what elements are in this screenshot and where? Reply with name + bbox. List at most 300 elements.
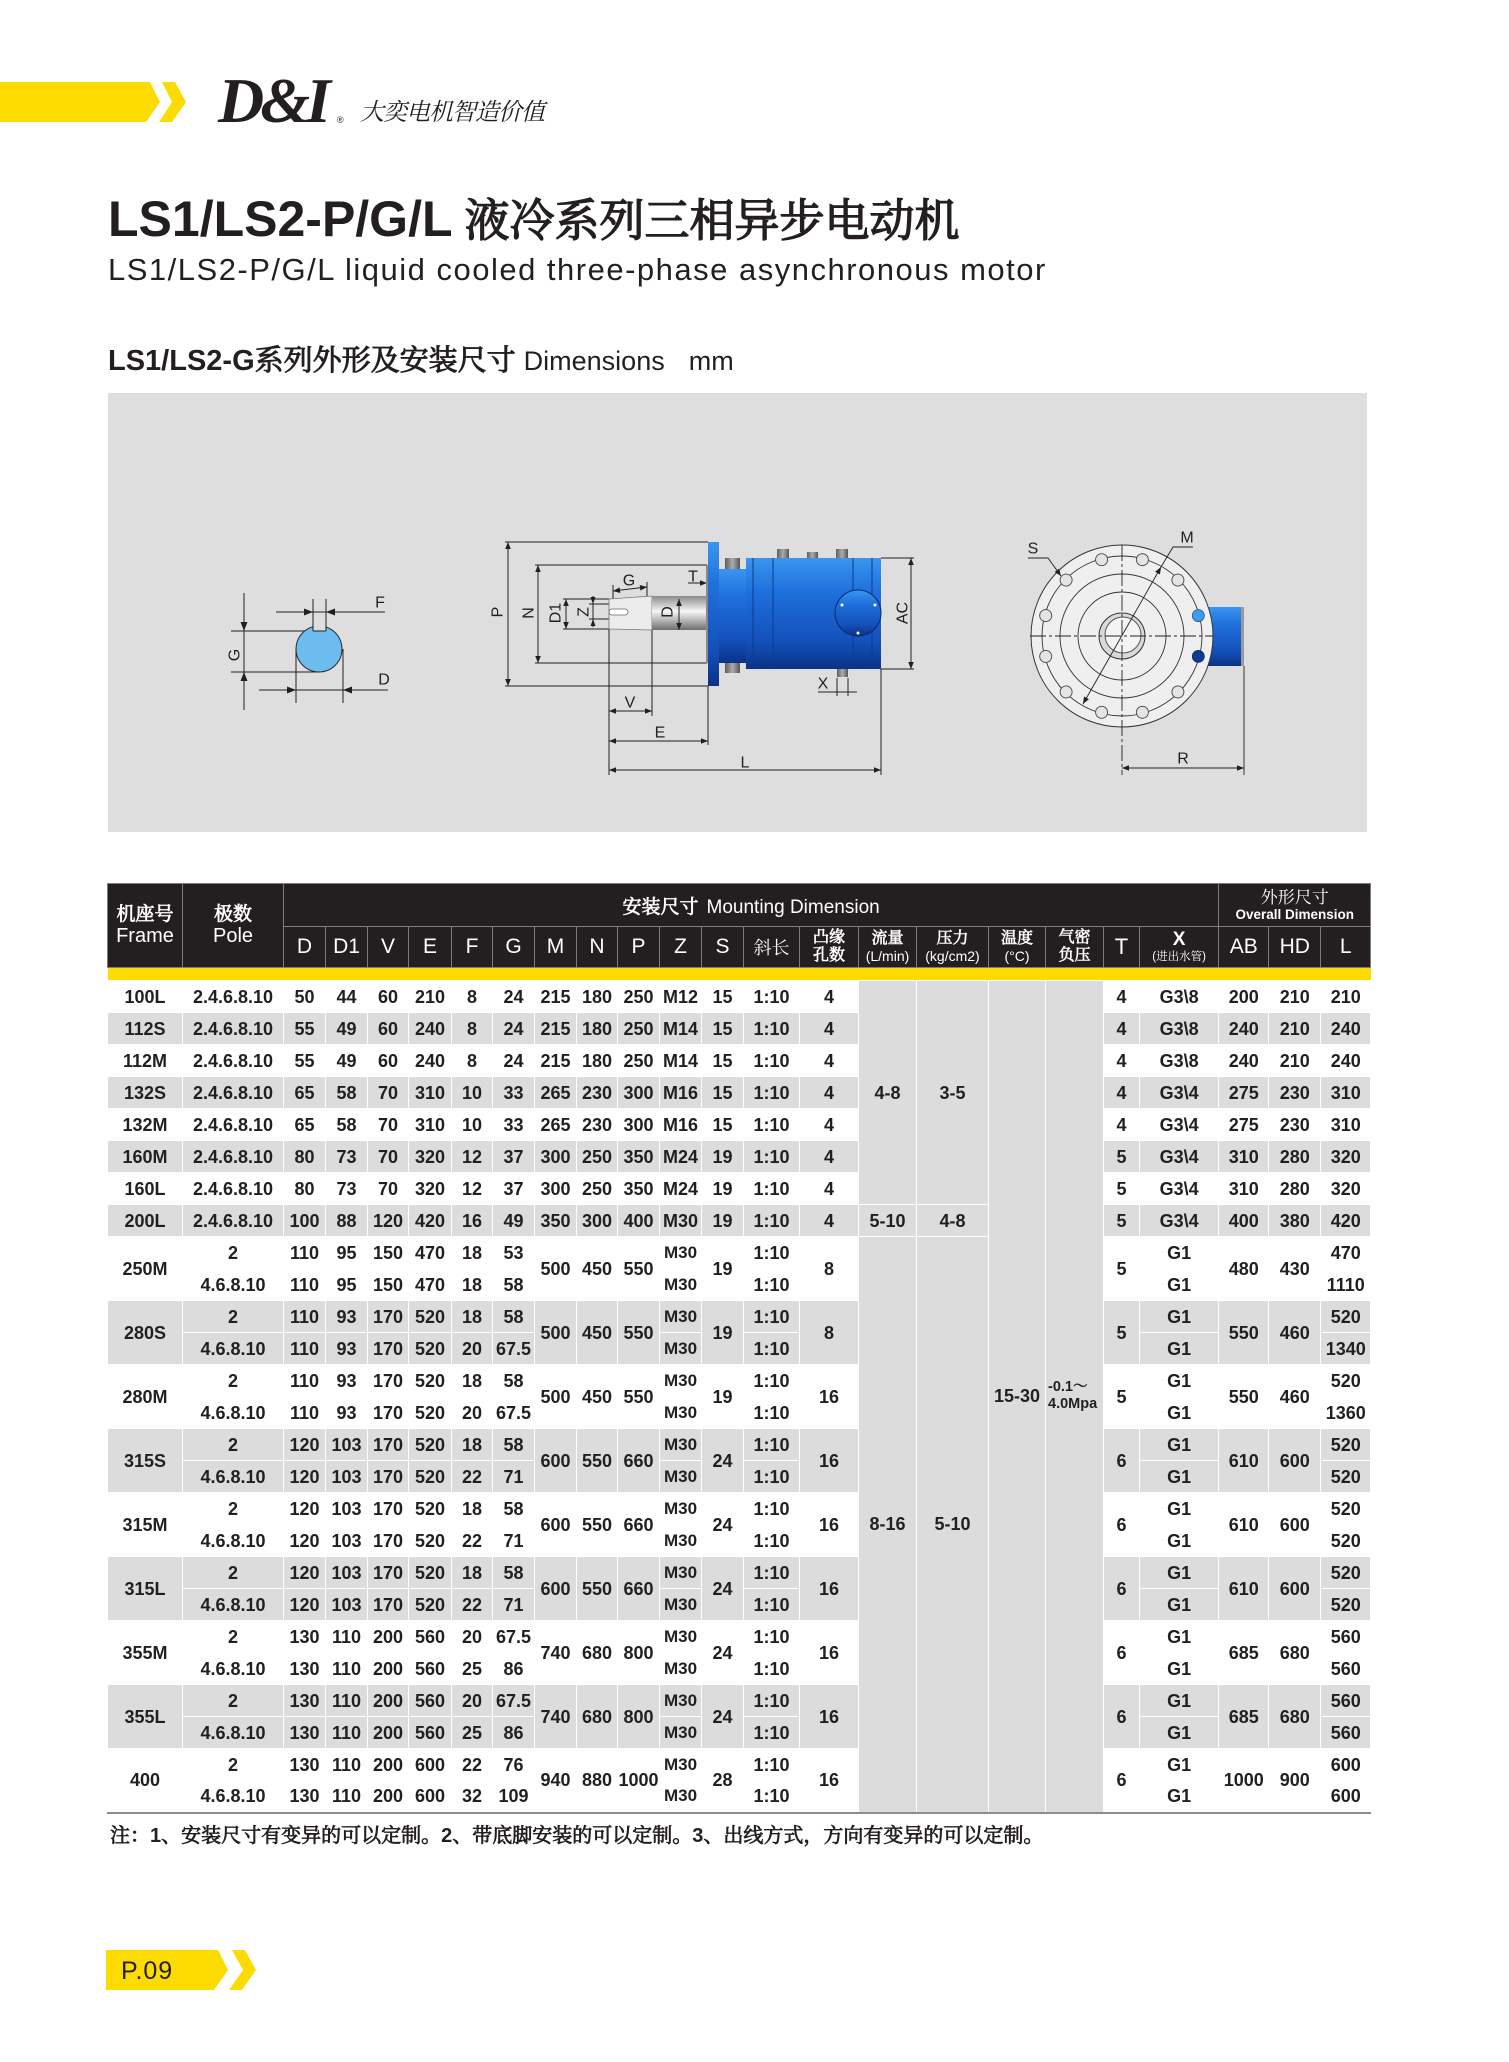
side-label-e: E <box>654 724 666 742</box>
cell-ab: 275 <box>1219 1077 1269 1109</box>
cell-e: 520 <box>409 1461 452 1493</box>
cell-m: 350 <box>535 1205 577 1237</box>
cell-s: 19 <box>702 1205 744 1237</box>
cell-x: G1 <box>1140 1493 1219 1525</box>
cell-z: M30 <box>660 1333 702 1365</box>
cell-p: 250 <box>618 1013 660 1045</box>
bolt-icon <box>725 558 740 569</box>
cell-d1: 49 <box>326 1045 368 1077</box>
cell-frame: 315M <box>108 1493 183 1557</box>
section-title-cn: LS1/LS2-G系列外形及安装尺寸 <box>108 345 516 377</box>
cell-z: M30 <box>660 1653 702 1685</box>
cell-hd: 600 <box>1269 1557 1321 1621</box>
cell-v: 170 <box>368 1333 409 1365</box>
cell-v: 70 <box>368 1173 409 1205</box>
cell-taper: 1:10 <box>744 1461 800 1493</box>
cell-hd: 210 <box>1269 1013 1321 1045</box>
cell-holes: 16 <box>800 1557 859 1621</box>
side-label-l: L <box>740 754 750 772</box>
cell-m: 600 <box>535 1557 577 1621</box>
cell-t: 6 <box>1104 1621 1140 1685</box>
cell-d1: 95 <box>326 1237 368 1269</box>
cell-v: 170 <box>368 1429 409 1461</box>
cell-taper: 1:10 <box>744 1557 800 1589</box>
cell-p: 350 <box>618 1141 660 1173</box>
cell-x: G1 <box>1140 1525 1219 1557</box>
cell-d: 80 <box>284 1173 326 1205</box>
table-row <box>108 1173 1371 1205</box>
side-label-d1: D1 <box>547 602 565 624</box>
cell-pole: 4.6.8.10 <box>183 1397 284 1429</box>
cell-g: 58 <box>493 1493 535 1525</box>
cell-v: 120 <box>368 1205 409 1237</box>
cell-z: M30 <box>660 1525 702 1557</box>
cell-v: 70 <box>368 1077 409 1109</box>
table-row <box>108 1621 1371 1653</box>
cell-pole: 2 <box>183 1237 284 1269</box>
cell-e: 520 <box>409 1589 452 1621</box>
cell-d1: 110 <box>326 1717 368 1749</box>
header-col-z: Z <box>660 927 702 968</box>
cell-t: 5 <box>1104 1301 1140 1365</box>
cell-flow: 5-10 <box>859 1205 917 1237</box>
cell-p: 550 <box>618 1237 660 1301</box>
cell-e: 520 <box>409 1429 452 1461</box>
cell-l: 320 <box>1321 1173 1371 1205</box>
cell-hd: 230 <box>1269 1109 1321 1141</box>
registered-mark: ® <box>337 115 344 125</box>
cell-d: 55 <box>284 1045 326 1077</box>
header-frame-en: Frame <box>116 925 174 947</box>
cell-d: 110 <box>284 1365 326 1397</box>
cell-e: 560 <box>409 1717 452 1749</box>
cell-m: 215 <box>535 1013 577 1045</box>
cell-v: 200 <box>368 1781 409 1813</box>
cell-z: M30 <box>660 1749 702 1781</box>
header-pole-en: Pole <box>212 925 254 947</box>
cell-z: M30 <box>660 1717 702 1749</box>
side-label-d: D <box>659 606 677 618</box>
header-col-airtight <box>1046 927 1104 968</box>
cell-ab: 685 <box>1219 1621 1269 1685</box>
cell-l: 240 <box>1321 1013 1371 1045</box>
cell-e: 310 <box>409 1077 452 1109</box>
cell-taper: 1:10 <box>744 1717 800 1749</box>
cell-d1: 58 <box>326 1109 368 1141</box>
cell-t: 4 <box>1104 1013 1140 1045</box>
keyway-notch <box>314 624 326 631</box>
cell-t: 5 <box>1104 1173 1140 1205</box>
cell-taper: 1:10 <box>744 1333 800 1365</box>
cell-ab: 200 <box>1219 981 1269 1013</box>
table-row <box>108 1365 1371 1397</box>
cell-e: 470 <box>409 1237 452 1269</box>
cell-d1: 49 <box>326 1013 368 1045</box>
cell-t: 6 <box>1104 1749 1140 1813</box>
motor-flange <box>708 542 719 686</box>
cell-pole: 2.4.6.8.10 <box>183 1045 284 1077</box>
flange-label-m: M <box>1180 529 1194 547</box>
cell-v: 60 <box>368 1013 409 1045</box>
cell-hd: 430 <box>1269 1237 1321 1301</box>
cell-taper: 1:10 <box>744 1493 800 1525</box>
flange-label-r: R <box>1177 750 1189 768</box>
flange-label-s: S <box>1027 540 1039 558</box>
page-subtitle: LS1/LS2-P/G/L liquid cooled three-phase asynchronous motor <box>108 252 1047 287</box>
cell-x: G1 <box>1140 1717 1219 1749</box>
side-label-p: P <box>489 606 507 618</box>
header-col-d1: D1 <box>326 927 368 968</box>
cell-s: 19 <box>702 1301 744 1365</box>
cell-n: 180 <box>577 981 618 1013</box>
cell-l: 520 <box>1321 1557 1371 1589</box>
cell-x: G1 <box>1140 1237 1219 1269</box>
cell-f: 25 <box>452 1653 493 1685</box>
cell-pole: 2.4.6.8.10 <box>183 1205 284 1237</box>
cell-v: 170 <box>368 1301 409 1333</box>
cell-pole: 2 <box>183 1493 284 1525</box>
cell-t: 4 <box>1104 1109 1140 1141</box>
cell-e: 240 <box>409 1045 452 1077</box>
header-pressure-unit: (kg/cm2) <box>925 947 980 964</box>
cell-pole: 2.4.6.8.10 <box>183 1141 284 1173</box>
cell-d1: 103 <box>326 1493 368 1525</box>
shaft-section-circle <box>296 626 342 672</box>
header-col-d: D <box>284 927 326 968</box>
header-x-sub: (进出水管) <box>1152 950 1206 963</box>
cell-d: 100 <box>284 1205 326 1237</box>
cell-l: 1110 <box>1321 1269 1371 1301</box>
cell-l: 520 <box>1321 1461 1371 1493</box>
cell-pole: 2.4.6.8.10 <box>183 1077 284 1109</box>
cell-ab: 240 <box>1219 1013 1269 1045</box>
cell-holes: 8 <box>800 1301 859 1365</box>
cell-g: 24 <box>493 1045 535 1077</box>
water-port-icon <box>837 669 848 677</box>
cell-holes: 4 <box>800 1141 859 1173</box>
cell-p: 250 <box>618 981 660 1013</box>
cell-v: 170 <box>368 1365 409 1397</box>
header-mounting-cn: 安装尺寸 <box>622 896 699 918</box>
cell-pole: 2 <box>183 1557 284 1589</box>
bolt-icon <box>725 663 740 673</box>
cell-g: 33 <box>493 1077 535 1109</box>
key-label-f: F <box>375 594 385 612</box>
cell-e: 520 <box>409 1333 452 1365</box>
cell-f: 22 <box>452 1461 493 1493</box>
dimension-drawing <box>108 393 1367 832</box>
cell-s: 19 <box>702 1237 744 1301</box>
cell-f: 22 <box>452 1589 493 1621</box>
cell-v: 170 <box>368 1397 409 1429</box>
cell-g: 24 <box>493 981 535 1013</box>
cell-t: 5 <box>1104 1365 1140 1429</box>
footnote: 注：1、安装尺寸有变异的可以定制。2、带底脚安装的可以定制。3、出线方式，方向有变异的可以定制。 <box>110 1825 1044 1847</box>
cell-pole: 2.4.6.8.10 <box>183 1109 284 1141</box>
cell-ab: 610 <box>1219 1493 1269 1557</box>
motor-flange-view <box>1028 545 1244 775</box>
cell-ab: 240 <box>1219 1045 1269 1077</box>
cell-pole: 2.4.6.8.10 <box>183 1173 284 1205</box>
cell-d1: 44 <box>326 981 368 1013</box>
cell-x: G3\8 <box>1140 1045 1219 1077</box>
cell-g: 33 <box>493 1109 535 1141</box>
cell-x: G1 <box>1140 1397 1219 1429</box>
cell-l: 600 <box>1321 1781 1371 1813</box>
cell-l: 560 <box>1321 1717 1371 1749</box>
cell-z: M24 <box>660 1141 702 1173</box>
header-col-temperature <box>989 927 1046 968</box>
cell-x: G1 <box>1140 1781 1219 1813</box>
cell-d1: 93 <box>326 1365 368 1397</box>
cell-d1: 110 <box>326 1685 368 1717</box>
cell-d: 110 <box>284 1301 326 1333</box>
cell-m: 215 <box>535 1045 577 1077</box>
key-label-d: D <box>378 671 390 689</box>
cell-e: 520 <box>409 1557 452 1589</box>
cell-taper: 1:10 <box>744 1301 800 1333</box>
cell-d: 120 <box>284 1493 326 1525</box>
cell-hd: 210 <box>1269 981 1321 1013</box>
cell-taper: 1:10 <box>744 1365 800 1397</box>
cell-n: 680 <box>577 1685 618 1749</box>
cell-s: 24 <box>702 1557 744 1621</box>
header-frame-cn: 机座号 <box>116 904 174 925</box>
cell-t: 6 <box>1104 1685 1140 1749</box>
brand-logo: D&I <box>218 65 327 136</box>
cell-x: G1 <box>1140 1461 1219 1493</box>
cell-x: G1 <box>1140 1589 1219 1621</box>
cell-f: 20 <box>452 1333 493 1365</box>
cell-x: G3\4 <box>1140 1109 1219 1141</box>
cell-e: 310 <box>409 1109 452 1141</box>
cell-pole: 2 <box>183 1429 284 1461</box>
cell-g: 86 <box>493 1653 535 1685</box>
side-label-z: Z <box>575 607 593 617</box>
side-label-x: X <box>817 675 829 693</box>
cell-l: 560 <box>1321 1621 1371 1653</box>
cell-p: 350 <box>618 1173 660 1205</box>
side-label-ac: AC <box>894 601 912 625</box>
header-col-g: G <box>493 927 535 968</box>
cell-taper: 1:10 <box>744 1621 800 1653</box>
cell-n: 880 <box>577 1749 618 1813</box>
cell-s: 15 <box>702 1077 744 1109</box>
header-col-taper: 斜长 <box>744 927 800 968</box>
cell-f: 18 <box>452 1237 493 1269</box>
cell-f: 18 <box>452 1429 493 1461</box>
header-col-hd: HD <box>1269 927 1321 968</box>
key-label-g: G <box>226 648 244 662</box>
cell-n: 230 <box>577 1077 618 1109</box>
cell-f: 10 <box>452 1077 493 1109</box>
cell-holes: 16 <box>800 1685 859 1749</box>
cell-l: 520 <box>1321 1301 1371 1333</box>
cell-n: 230 <box>577 1109 618 1141</box>
cell-s: 19 <box>702 1141 744 1173</box>
cell-z: M30 <box>660 1589 702 1621</box>
cell-t: 5 <box>1104 1141 1140 1173</box>
table-row <box>108 981 1371 1013</box>
cell-s: 28 <box>702 1749 744 1813</box>
cell-g: 58 <box>493 1365 535 1397</box>
bolt-icon <box>807 552 818 558</box>
cell-l: 520 <box>1321 1429 1371 1461</box>
cell-ab: 550 <box>1219 1301 1269 1365</box>
cell-g: 67.5 <box>493 1397 535 1429</box>
cell-t: 5 <box>1104 1237 1140 1301</box>
cell-f: 20 <box>452 1685 493 1717</box>
cell-taper: 1:10 <box>744 1141 800 1173</box>
cell-holes: 16 <box>800 1621 859 1685</box>
table-row <box>108 1749 1371 1781</box>
cell-frame: 355L <box>108 1685 183 1749</box>
cell-s: 15 <box>702 1109 744 1141</box>
cell-x: G1 <box>1140 1333 1219 1365</box>
cell-pole: 2 <box>183 1365 284 1397</box>
cell-hd: 680 <box>1269 1621 1321 1685</box>
cell-d1: 93 <box>326 1301 368 1333</box>
cell-n: 550 <box>577 1493 618 1557</box>
cell-e: 420 <box>409 1205 452 1237</box>
shaft-keyway <box>609 609 628 615</box>
cell-taper: 1:10 <box>744 1781 800 1813</box>
cell-l: 310 <box>1321 1109 1371 1141</box>
header-col-t: T <box>1104 927 1140 968</box>
cell-pressure: 5-10 <box>917 1237 989 1813</box>
cell-ab: 480 <box>1219 1237 1269 1301</box>
cell-t: 6 <box>1104 1557 1140 1621</box>
header-col-m: M <box>535 927 577 968</box>
cell-n: 450 <box>577 1301 618 1365</box>
cell-x: G3\4 <box>1140 1077 1219 1109</box>
cell-pole: 2 <box>183 1685 284 1717</box>
cell-d: 110 <box>284 1333 326 1365</box>
header-pole-cn: 极数 <box>213 904 252 925</box>
cell-e: 560 <box>409 1653 452 1685</box>
cell-s: 24 <box>702 1621 744 1685</box>
cell-f: 22 <box>452 1749 493 1781</box>
cell-z: M12 <box>660 981 702 1013</box>
cell-pole: 4.6.8.10 <box>183 1461 284 1493</box>
header-col-l: L <box>1321 927 1371 968</box>
cell-z: M30 <box>660 1461 702 1493</box>
cell-d: 120 <box>284 1589 326 1621</box>
cell-m: 600 <box>535 1429 577 1493</box>
cell-m: 740 <box>535 1685 577 1749</box>
cell-taper: 1:10 <box>744 1653 800 1685</box>
cell-f: 10 <box>452 1109 493 1141</box>
header-flow-unit: (L/min) <box>865 947 910 964</box>
cell-z: M30 <box>660 1621 702 1653</box>
cell-l: 210 <box>1321 981 1371 1013</box>
side-label-g: G <box>622 572 636 590</box>
cell-d1: 110 <box>326 1781 368 1813</box>
table-row <box>108 1429 1371 1461</box>
cell-f: 18 <box>452 1557 493 1589</box>
cell-f: 20 <box>452 1621 493 1653</box>
cell-t: 6 <box>1104 1429 1140 1493</box>
cell-l: 1340 <box>1321 1333 1371 1365</box>
cell-taper: 1:10 <box>744 1205 800 1237</box>
cell-d: 65 <box>284 1077 326 1109</box>
table-row <box>108 1013 1371 1045</box>
cell-s: 15 <box>702 981 744 1013</box>
cell-pole: 4.6.8.10 <box>183 1589 284 1621</box>
cell-x: G1 <box>1140 1429 1219 1461</box>
cell-z: M30 <box>660 1205 702 1237</box>
cell-frame: 200L <box>108 1205 183 1237</box>
cell-z: M30 <box>660 1557 702 1589</box>
cell-ab: 610 <box>1219 1429 1269 1493</box>
cell-z: M30 <box>660 1397 702 1429</box>
cell-d: 130 <box>284 1685 326 1717</box>
cell-taper: 1:10 <box>744 1749 800 1781</box>
cell-holes: 16 <box>800 1493 859 1557</box>
header-overall-dimension <box>1219 884 1371 927</box>
cell-pressure: 3-5 <box>917 981 989 1205</box>
header-flow-label: 流量 <box>871 929 904 947</box>
cell-p: 800 <box>618 1621 660 1685</box>
cell-hd: 900 <box>1269 1749 1321 1813</box>
cell-ab: 310 <box>1219 1173 1269 1205</box>
cell-p: 660 <box>618 1493 660 1557</box>
cell-hd: 460 <box>1269 1365 1321 1429</box>
cell-flow: 8-16 <box>859 1237 917 1813</box>
cell-g: 71 <box>493 1461 535 1493</box>
cell-g: 24 <box>493 1013 535 1045</box>
cell-n: 680 <box>577 1621 618 1685</box>
cell-d1: 110 <box>326 1749 368 1781</box>
header-frame <box>108 884 183 968</box>
cell-m: 265 <box>535 1109 577 1141</box>
cell-x: G1 <box>1140 1365 1219 1397</box>
cell-p: 250 <box>618 1045 660 1077</box>
header-pressure-label: 压力 <box>936 929 969 947</box>
cell-z: M30 <box>660 1365 702 1397</box>
cell-x: G1 <box>1140 1653 1219 1685</box>
cell-d: 120 <box>284 1429 326 1461</box>
cell-d: 50 <box>284 981 326 1013</box>
side-label-n: N <box>520 607 538 619</box>
cell-l: 470 <box>1321 1237 1371 1269</box>
cell-m: 265 <box>535 1077 577 1109</box>
cell-z: M16 <box>660 1109 702 1141</box>
cell-l: 320 <box>1321 1141 1371 1173</box>
cell-d: 65 <box>284 1109 326 1141</box>
cell-f: 12 <box>452 1141 493 1173</box>
cell-d: 130 <box>284 1781 326 1813</box>
dimension-table <box>107 883 1371 1814</box>
key-section-diagram <box>231 593 388 710</box>
cell-v: 200 <box>368 1749 409 1781</box>
cell-pole: 4.6.8.10 <box>183 1781 284 1813</box>
header-airtight-line2: 负压 <box>1058 947 1091 964</box>
cell-f: 8 <box>452 981 493 1013</box>
cell-l: 310 <box>1321 1077 1371 1109</box>
header-col-ab: AB <box>1219 927 1269 968</box>
cell-ab: 275 <box>1219 1109 1269 1141</box>
cell-d1: 110 <box>326 1621 368 1653</box>
cell-g: 58 <box>493 1269 535 1301</box>
cell-pole: 2 <box>183 1749 284 1781</box>
page-title-cn: 液冷系列三相异步电动机 <box>464 195 960 246</box>
cell-pole: 2.4.6.8.10 <box>183 1013 284 1045</box>
cell-p: 300 <box>618 1077 660 1109</box>
cell-d: 110 <box>284 1237 326 1269</box>
cell-x: G1 <box>1140 1621 1219 1653</box>
cell-e: 560 <box>409 1621 452 1653</box>
